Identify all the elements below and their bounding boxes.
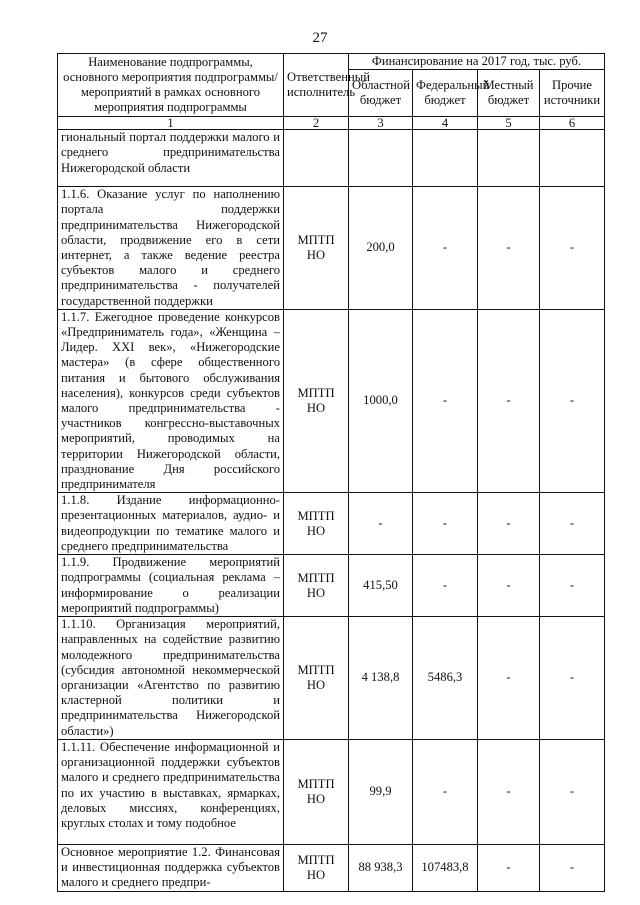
row-responsible: МПТП НО bbox=[284, 617, 349, 740]
row-regional: 1000,0 bbox=[349, 309, 413, 492]
row-other: - bbox=[540, 187, 605, 310]
row-other: - bbox=[540, 555, 605, 617]
row-federal: - bbox=[413, 555, 478, 617]
table-header-row bbox=[58, 54, 605, 70]
table-row bbox=[58, 844, 605, 891]
row-name: 1.1.7. Ежегодное проведение конкурсов «Предприниматель года», «Женщина – Лидер. XXI век», «Нижегородские мастера» (в сфере общественного питания и бытового обслуживания населения), конкурсов среди субъектов малого предпринимательства - участников конгрессно-выставочных мероприятий, проводимых на территории Нижегородской области, празднование Дня российского предпринимателя bbox=[58, 309, 284, 492]
column-number: 4 bbox=[413, 117, 478, 130]
table-row bbox=[58, 617, 605, 740]
row-regional: 99,9 bbox=[349, 739, 413, 844]
row-other bbox=[540, 130, 605, 187]
row-other: - bbox=[540, 739, 605, 844]
row-local: - bbox=[478, 844, 540, 891]
table-row bbox=[58, 739, 605, 844]
row-name: Основное мероприятие 1.2. Финансовая и инвестиционная поддержка субъектов малого и среднего предпри- bbox=[58, 844, 284, 891]
table-row bbox=[58, 493, 605, 555]
financing-table bbox=[57, 53, 605, 892]
row-name: 1.1.8. Издание информационно-презентационных материалов, аудио- и видеопродукции по тематике малого и среднего предпринимательства bbox=[58, 493, 284, 555]
row-name: гиональный портал поддержки малого и среднего предпринимательства Нижегородской области bbox=[58, 130, 284, 187]
row-name: 1.1.10. Организация мероприятий, направленных на содействие развитию молодежного предпринимательства (субсидия автономной некоммерческой организации «Агентство по развитию кластерной политики и предпринимательства Нижегородской области») bbox=[58, 617, 284, 740]
header-financing-title: Финансирование на 2017 год, тыс. руб. bbox=[349, 54, 605, 70]
header-federal-budget: Федеральный бюджет bbox=[413, 70, 478, 117]
row-regional: 88 938,3 bbox=[349, 844, 413, 891]
row-responsible: МПТП НО bbox=[284, 555, 349, 617]
header-other-sources: Прочие источники bbox=[540, 70, 605, 117]
table-row bbox=[58, 187, 605, 310]
column-number: 1 bbox=[58, 117, 284, 130]
header-local-budget: Местный бюджет bbox=[478, 70, 540, 117]
row-responsible bbox=[284, 130, 349, 187]
row-other: - bbox=[540, 617, 605, 740]
row-responsible: МПТП НО bbox=[284, 844, 349, 891]
row-regional bbox=[349, 130, 413, 187]
row-name: 1.1.9. Продвижение мероприятий подпрограммы (социальная реклама – информирование о реализации мероприятий подпрограммы) bbox=[58, 555, 284, 617]
row-local: - bbox=[478, 617, 540, 740]
row-regional: 415,50 bbox=[349, 555, 413, 617]
row-local: - bbox=[478, 187, 540, 310]
row-responsible: МПТП НО bbox=[284, 739, 349, 844]
header-name-column: Наименование подпрограммы, основного мероприятия подпрограммы/мероприятий в рамках основного мероприятия подпрограммы bbox=[58, 54, 284, 117]
row-local: - bbox=[478, 555, 540, 617]
row-regional: - bbox=[349, 493, 413, 555]
row-name: 1.1.11. Обеспечение информационной и организационной поддержки субъектов малого и среднего предпринимательства по их участию в выставках, ярмарках, деловых миссиях, конференциях, круглых столах и тому подобное bbox=[58, 739, 284, 844]
table-row bbox=[58, 309, 605, 492]
row-other: - bbox=[540, 309, 605, 492]
row-local bbox=[478, 130, 540, 187]
row-regional: 4 138,8 bbox=[349, 617, 413, 740]
row-responsible: МПТП НО bbox=[284, 187, 349, 310]
row-responsible: МПТП НО bbox=[284, 309, 349, 492]
column-number: 6 bbox=[540, 117, 605, 130]
row-federal: - bbox=[413, 493, 478, 555]
column-number: 2 bbox=[284, 117, 349, 130]
row-other: - bbox=[540, 844, 605, 891]
header-regional-budget: Областной бюджет bbox=[349, 70, 413, 117]
row-federal: - bbox=[413, 309, 478, 492]
header-responsible: Ответственный исполнитель bbox=[284, 54, 349, 117]
row-federal: 5486,3 bbox=[413, 617, 478, 740]
row-responsible: МПТП НО bbox=[284, 493, 349, 555]
row-other: - bbox=[540, 493, 605, 555]
row-local: - bbox=[478, 309, 540, 492]
column-number: 3 bbox=[349, 117, 413, 130]
row-federal: - bbox=[413, 739, 478, 844]
row-local: - bbox=[478, 493, 540, 555]
column-number: 5 bbox=[478, 117, 540, 130]
table-row bbox=[58, 555, 605, 617]
row-federal: - bbox=[413, 187, 478, 310]
row-federal bbox=[413, 130, 478, 187]
page-number: 27 bbox=[312, 30, 328, 46]
row-name: 1.1.6. Оказание услуг по наполнению портала поддержки предпринимательства Нижегородской области, продвижение его в сети интернет, а также ведение реестра субъектов малого и среднего предпринимательства - получателей государственной поддержки bbox=[58, 187, 284, 310]
row-regional: 200,0 bbox=[349, 187, 413, 310]
row-federal: 107483,8 bbox=[413, 844, 478, 891]
column-numbers-row bbox=[58, 117, 605, 130]
row-local: - bbox=[478, 739, 540, 844]
table-row bbox=[58, 130, 605, 187]
